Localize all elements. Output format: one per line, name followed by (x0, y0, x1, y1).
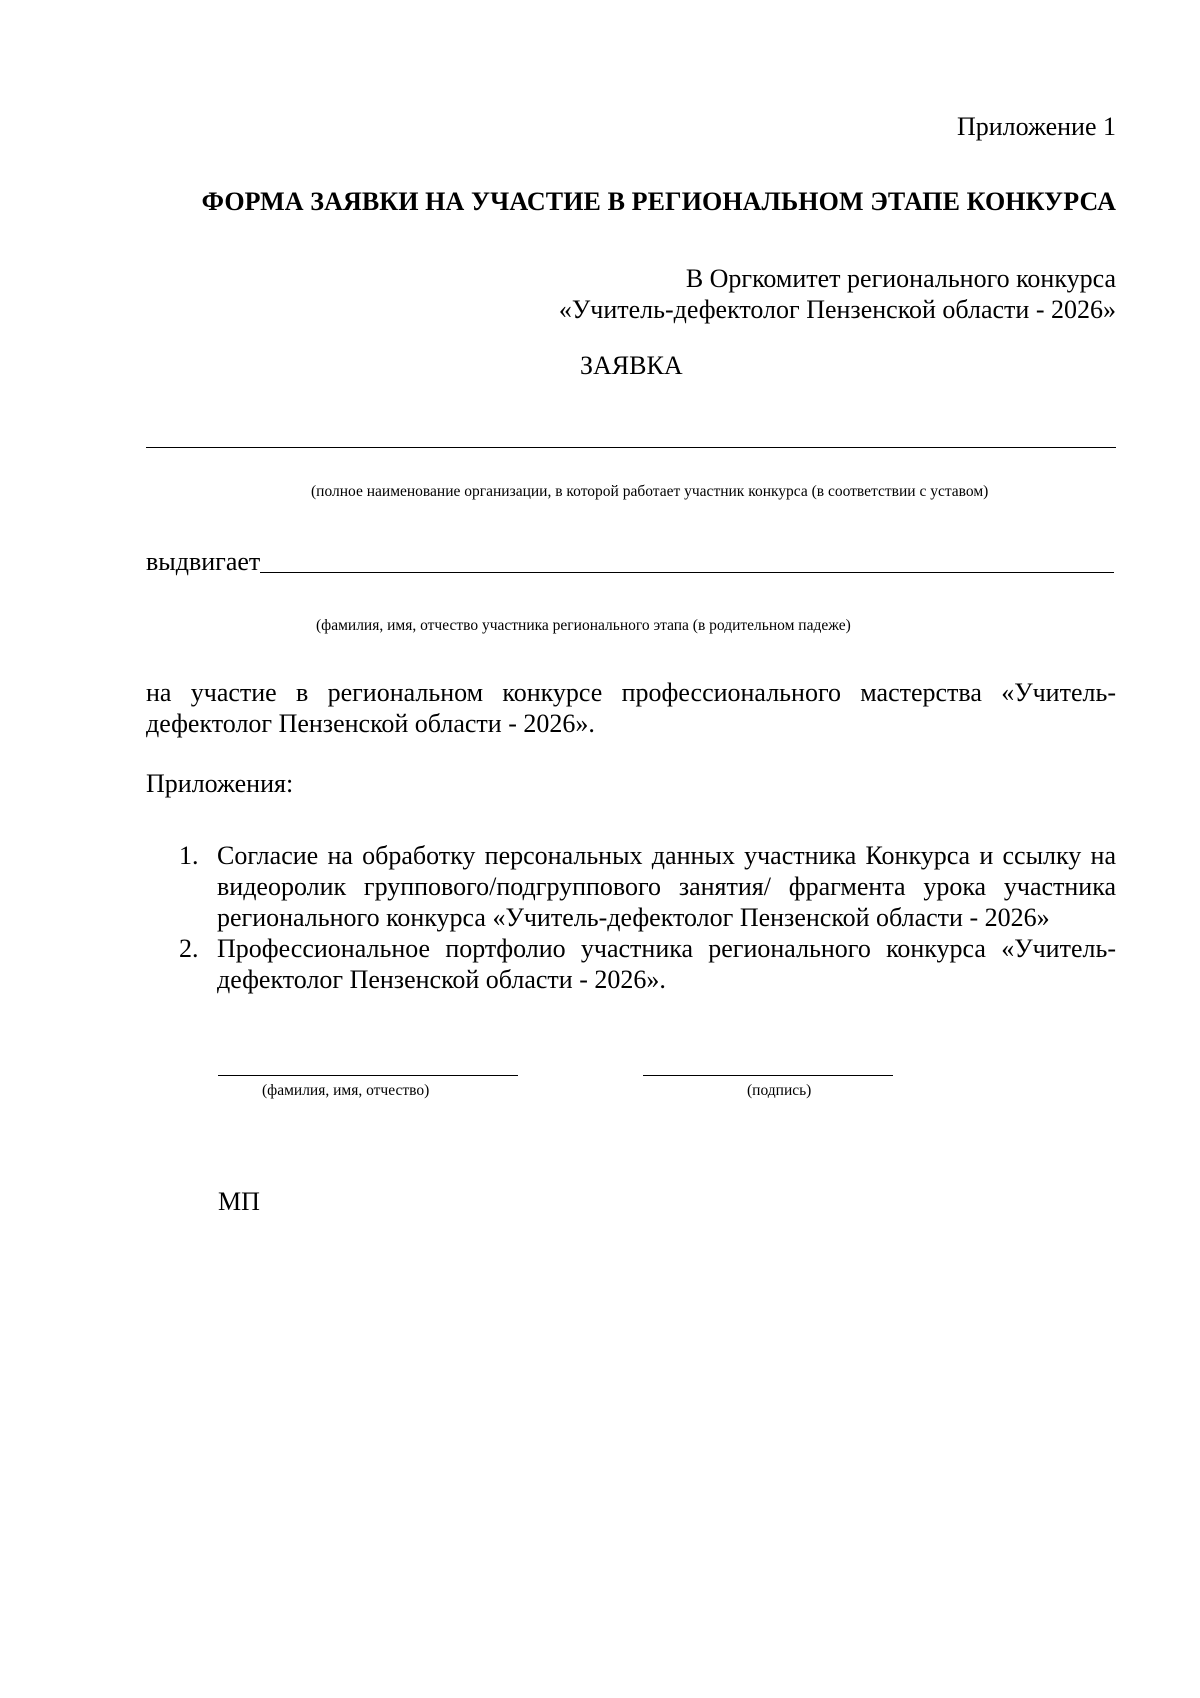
addressee-line-1: В Оргкомитет регионального конкурса (685, 264, 1116, 293)
list-item-number: 2. (179, 934, 199, 963)
signature-blank-line (643, 1075, 893, 1076)
list-item-number: 1. (179, 841, 199, 870)
fio-blank-line (218, 1075, 518, 1076)
list-item-text: Профессиональное портфолио участника регионального конкурса «Учитель-дефектолог Пензенской области - 2026». (217, 934, 1116, 994)
nominates-label: выдвигает (146, 547, 261, 576)
addressee-line-2: «Учитель-дефектолог Пензенской области - 2026» (558, 295, 1116, 324)
appendix-label: Приложение 1 (956, 112, 1116, 141)
organization-caption: (полное наименование организации, в которой работает участник конкурса (в соответствии с уставом) (311, 483, 989, 500)
signature-caption: (подпись) (747, 1082, 812, 1099)
application-heading: ЗАЯВКА (580, 351, 683, 380)
organization-blank-line (146, 447, 1116, 448)
list-item-text: Согласие на обработку персональных данных участника Конкурса и ссылку на видеоролик группового/подгруппового занятия/ фрагмента урока участника регионального конкурса «Учитель-дефектолог Пензенской области - 2026» (217, 841, 1116, 932)
nominee-caption: (фамилия, имя, отчество участника регионального этапа (в родительном падеже) (316, 617, 851, 634)
list-item (146, 933, 1116, 995)
fio-caption: (фамилия, имя, отчество) (262, 1082, 430, 1099)
nominee-blank-line (260, 572, 1114, 573)
participation-text: на участие в региональном конкурсе профессионального мастерства «Учитель-дефектолог Пензенской области - 2026». (146, 678, 1116, 738)
appendices-list (146, 840, 1116, 995)
addressee-block (559, 263, 1116, 325)
list-item (146, 840, 1116, 933)
form-title: ФОРМА ЗАЯВКИ НА УЧАСТИЕ В РЕГИОНАЛЬНОМ ЭТАПЕ КОНКУРСА (201, 187, 1116, 216)
appendices-heading: Приложения: (146, 769, 294, 798)
stamp-label: МП (218, 1187, 260, 1216)
